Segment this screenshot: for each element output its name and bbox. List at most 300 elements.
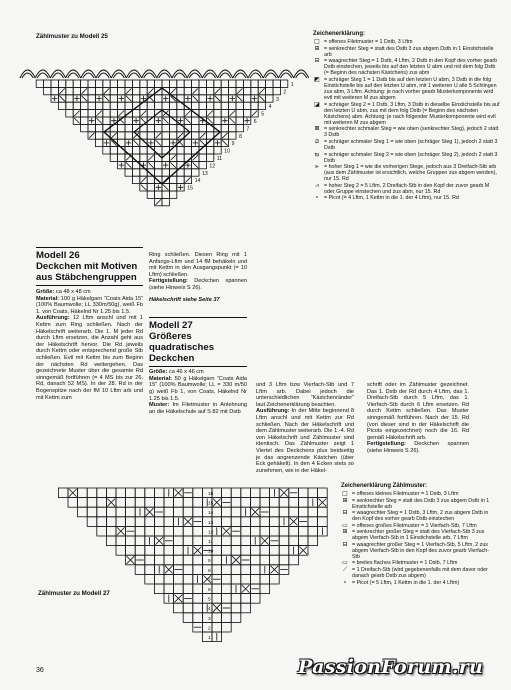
- legend2-rows: [341, 491, 493, 586]
- chart2-cell: [308, 488, 318, 498]
- chart2-cell: [193, 594, 203, 604]
- chart1-cell: [103, 80, 110, 87]
- watermark-logo: PassionForum.ru: [298, 656, 484, 678]
- chart1-cell: [155, 161, 162, 168]
- chart1-cell: [206, 80, 213, 87]
- chart1-cell: [118, 132, 125, 139]
- chart1-diagonal-mark: [111, 133, 116, 138]
- chart1-diagonal-mark: [148, 88, 153, 93]
- chart1-row-number: 8: [239, 133, 242, 140]
- horizontal-bar-icon: ⊟: [342, 509, 348, 517]
- chart1-diagonal-mark: [126, 96, 131, 101]
- chart1-cell: [95, 132, 102, 139]
- chart2-cross-mark: [223, 527, 231, 535]
- chart2-cell: [97, 498, 107, 508]
- chart2-cross-mark: [290, 518, 298, 526]
- chart2-cell: [58, 488, 68, 498]
- chart1-cell: [258, 80, 265, 87]
- chart1-diagram: [14, 38, 310, 220]
- chart2-cell: [289, 555, 299, 565]
- chart1-cell: [214, 147, 221, 154]
- legend-item-text: = waagrechter Steg = 1 Dstb, 4 Lftm, 2 Dstb in den Kopf des vorher gearb Dstb einstechen, jeweils bis auf den letzten U abm und mit dem folg Dstb (= Beginn des nächsten Kästchens) zus abm: [324, 58, 498, 77]
- dreifach-stb-icon: ⟋: [342, 565, 348, 573]
- chart1-diagonal-mark: [148, 155, 153, 160]
- model27-title: [149, 320, 247, 364]
- chart1-cell: [236, 80, 243, 87]
- chart1-cell: [221, 110, 228, 117]
- chart2-cell: [250, 526, 260, 536]
- finish-label: Fertigstellung:: [367, 441, 406, 448]
- chart2-row-number: 11: [208, 540, 213, 545]
- chart1-cell: [251, 80, 258, 87]
- chart2-cell: [145, 488, 155, 498]
- chart1-diagonal-mark: [222, 133, 227, 138]
- chart1-diagonal-mark: [237, 88, 242, 93]
- chart1-cell: [162, 132, 169, 139]
- chart1-cell: [199, 124, 206, 131]
- chart1-cell: [132, 169, 139, 176]
- size-label: Größe:: [36, 289, 55, 295]
- chart2-cell: [174, 536, 184, 546]
- chart1-diagonal-mark: [141, 177, 146, 182]
- chart1-cell: [88, 110, 95, 117]
- chart1-diagonal-mark: [74, 111, 79, 116]
- chart2-cell: [174, 603, 184, 613]
- chart2-row-number: 12: [208, 530, 214, 536]
- chart2-cross-mark: [175, 595, 183, 603]
- divider: [36, 247, 143, 248]
- chart1-cell: [132, 176, 139, 183]
- legend-item: [313, 183, 501, 195]
- chart1-cell: [110, 110, 117, 117]
- chart2-cell: [241, 574, 251, 584]
- chart1-cell: [266, 87, 273, 94]
- size-value: ca 48 x 48 cm: [54, 289, 91, 295]
- chart1-cell: [44, 87, 51, 94]
- chart1-cross-mark: [156, 185, 161, 190]
- chart2-cell: [260, 555, 270, 565]
- chart2-row-number: 7: [208, 578, 211, 584]
- chart1-cell: [192, 132, 199, 139]
- chart2-cell: [298, 498, 308, 508]
- vertical-bar-icon: ⊞: [342, 496, 348, 504]
- chart1-diagonal-mark: [104, 88, 109, 93]
- chart2-cell: [279, 536, 289, 546]
- legend-item: [313, 164, 501, 182]
- chart1-cell: [251, 87, 258, 94]
- chart2-cell: [183, 565, 193, 575]
- legend-item: [313, 77, 501, 101]
- legend-item: [341, 567, 493, 579]
- legend-item: [341, 498, 493, 510]
- chart2-cross-mark: [175, 489, 183, 497]
- chart1-outer-arcs: [20, 70, 309, 78]
- chart2-cell: [241, 526, 251, 536]
- chart1-cell: [58, 102, 65, 109]
- chart1-cell: [125, 117, 132, 124]
- chart2-row-number: 3: [208, 616, 211, 622]
- chart2-cross-mark: [319, 499, 327, 507]
- chart1-cell: [229, 132, 236, 139]
- chart1-cell: [199, 154, 206, 161]
- chart1-cross-mark: [89, 118, 94, 123]
- chart2-cell: [154, 517, 164, 527]
- chart2-cell: [126, 536, 136, 546]
- chart2-cross-mark: [242, 585, 250, 593]
- chart1-cell: [132, 95, 139, 102]
- picot-icon: ∘: [315, 194, 319, 202]
- legend-item: [341, 529, 493, 541]
- chart2-cell: [231, 603, 241, 613]
- chart1-cell: [118, 80, 125, 87]
- chart1-cell: [229, 124, 236, 131]
- chart1-cell: [184, 139, 191, 146]
- model26-finish: [149, 278, 247, 291]
- chart1-cell: [177, 95, 184, 102]
- chart1-cross-mark: [222, 118, 227, 123]
- chart2-cell: [260, 584, 270, 594]
- chart2-cell: [145, 565, 155, 575]
- chart1-diagonal-mark: [59, 96, 64, 101]
- chart1-diagonal-mark: [89, 133, 94, 138]
- pattern-value: Im Filetmuster in Anlehnung an die Häkelschule auf S 82 mit Dstb: [149, 402, 247, 415]
- chart2-cell: [154, 498, 164, 508]
- chart1-cell: [88, 95, 95, 102]
- chart1-arc-inner: [296, 73, 307, 78]
- legend1-rows: [313, 39, 501, 201]
- chart1-diagonal-mark: [104, 96, 109, 101]
- chart1-cell: [229, 102, 236, 109]
- column2: [149, 252, 247, 415]
- chart1-cell: [206, 124, 213, 131]
- chart1-cross-mark: [163, 162, 168, 167]
- chart2-cell: [183, 555, 193, 565]
- chart1-diagonal-mark: [193, 96, 198, 101]
- chart1-row-number: 5: [261, 111, 265, 118]
- legend-item-text: = senkrechter Steg = statt des Dstb 3 zus abgem Dstb in 1 Einstichstelle arb: [352, 497, 490, 510]
- legend-item: [341, 510, 493, 522]
- chart1-diagonal-mark: [178, 133, 183, 138]
- chart1-diagonal-mark: [119, 111, 124, 116]
- chart2-cell: [289, 526, 299, 536]
- chart1-arc-inner: [280, 73, 291, 78]
- chart2-cross-mark: [213, 499, 221, 507]
- chart1-cell: [95, 80, 102, 87]
- chart1-cross-mark: [126, 140, 131, 145]
- chart2-cell: [222, 565, 232, 575]
- chart2-cross-mark: [117, 527, 125, 535]
- chart2-cell: [174, 584, 184, 594]
- chart1-diagonal-mark: [148, 162, 153, 167]
- chart1-cell: [118, 87, 125, 94]
- chart2-cell: [241, 546, 251, 556]
- model26-title-line: Deckchen mit Motiven: [36, 261, 138, 272]
- chart1-cell: [177, 147, 184, 154]
- chart2-row-number: 13: [208, 520, 214, 526]
- chart1-diagonal-mark: [96, 111, 101, 116]
- chart1-cell: [155, 124, 162, 131]
- chart1-cell: [81, 102, 88, 109]
- chart2-cell: [116, 517, 126, 527]
- chart1-arc-inner: [189, 73, 200, 78]
- chart2-cross-mark: [213, 604, 221, 612]
- chart1-cell: [88, 102, 95, 109]
- model26-title-line: Modell 26: [36, 250, 80, 261]
- chart2-cell: [68, 498, 78, 508]
- chart1-cross-mark: [185, 96, 190, 101]
- chart2-row-number: 5: [208, 597, 211, 603]
- chart2-cell: [183, 498, 193, 508]
- legend-item: [313, 152, 501, 164]
- chart1-diagonal-mark: [200, 133, 205, 138]
- picot-icon: ∘: [343, 578, 347, 586]
- chart1-cell: [243, 110, 250, 117]
- large-vertical-icon: ⊞: [342, 528, 348, 536]
- chart2-cell: [116, 536, 126, 546]
- chart2-cell: [212, 507, 222, 517]
- chart2-cell: [154, 488, 164, 498]
- chart1-cell: [118, 102, 125, 109]
- chart1-cell: [214, 132, 221, 139]
- chart1-cell: [103, 117, 110, 124]
- chart1-cell: [125, 132, 132, 139]
- chart2-cell: [270, 517, 280, 527]
- chart2-cell: [145, 574, 155, 584]
- chart2-cell: [174, 498, 184, 508]
- chart1-cell: [66, 110, 73, 117]
- chart1-cell: [229, 87, 236, 94]
- chart1-cell: [206, 87, 213, 94]
- chart1-arc-inner: [113, 73, 124, 78]
- chart2-cell: [298, 488, 308, 498]
- chart2-cell: [126, 546, 136, 556]
- chart1-cell: [44, 80, 51, 87]
- chart2-cell: [270, 574, 280, 584]
- chart1-diagonal-mark: [259, 96, 264, 101]
- chart2-cell: [97, 507, 107, 517]
- chart1-cell: [110, 124, 117, 131]
- chart2-row-number: 15: [208, 501, 214, 507]
- chart1-cell: [73, 102, 80, 109]
- model27-title-line: quadratisches: [149, 342, 215, 354]
- chart2-row-numbers: [208, 491, 214, 641]
- chart2-cell: [250, 594, 260, 604]
- legend-item: [341, 491, 493, 497]
- divider: [36, 285, 143, 286]
- chart2-cell: [145, 555, 155, 565]
- chart2-cell: [135, 488, 145, 498]
- chart2-cell: [308, 507, 318, 517]
- chart2-row-number: 16: [208, 492, 214, 497]
- chart2-cross-mark: [127, 556, 135, 564]
- chart2-cell: [289, 536, 299, 546]
- chart1-cell: [243, 87, 250, 94]
- chart1-cell: [147, 110, 154, 117]
- chart1-cell: [169, 191, 176, 198]
- chart2-cross-mark: [271, 566, 279, 574]
- chart1-cell: [206, 147, 213, 154]
- chart1-arc-inner: [98, 73, 109, 78]
- chart1-cell: [58, 80, 65, 87]
- chart2-cross-mark: [251, 508, 259, 516]
- legend-item-text: = Picot (= 4 Lftm, 1 Kettm in die 1. der 4 Lftm), nur 15. Rd: [324, 195, 459, 202]
- chart-reference-note: Häkelschrift siehe Seite 37: [149, 296, 220, 303]
- chart1-cell: [169, 124, 176, 131]
- chart1-cell: [66, 80, 73, 87]
- chart2-cell: [222, 488, 232, 498]
- chart1-cell: [177, 87, 184, 94]
- chart1-diagonal-mark: [207, 111, 212, 116]
- chart1-arc-inner: [174, 73, 185, 78]
- legend-item-text: = senkrechter großer Steg = statt des Vierfach-Stb 3 zus abgem Vierfach-Stb in 1 Einstichstelle arb, 7 Lftm: [352, 529, 485, 542]
- chart2-cell: [279, 546, 289, 556]
- chart1-cell: [221, 102, 228, 109]
- chart1-row-number: 10: [224, 148, 230, 155]
- legend-item: [313, 39, 501, 45]
- chart2-cell: [318, 507, 328, 517]
- chart1-cell: [199, 102, 206, 109]
- legend2: [341, 483, 493, 586]
- legend-item: [313, 126, 501, 138]
- execution-value: In der Mitte beginnend 8 Lftm anschl und mit Kettm zur Rd schließen. Nach der Häkelschrift und dem Zählmuster weiterarb. Die 1.-4. Rd von Häkelschrift und Zählmuster sind identisch. Das Zählmuster zeigt 1 Viertel des Deckchens plus beidseitig je das angrenzende Kästchen (über Eck gehäkelt). In den 4 Ecken stets so zunehmen, wie in der Häkel-: [256, 408, 354, 474]
- chart2-cell: [193, 526, 203, 536]
- chart1-cell: [229, 80, 236, 87]
- chart1-cell: [140, 124, 147, 131]
- chart1-cell: [221, 87, 228, 94]
- chart1-diagonal-mark: [156, 133, 161, 138]
- chart1-cell: [95, 102, 102, 109]
- legend-item-text: = breites flaches Filetmuster = 1 Dstb, 7 Lftm: [352, 560, 458, 567]
- chart1-diagonal-mark: [163, 185, 168, 190]
- chart2-cell: [183, 507, 193, 517]
- chart1-cell: [155, 102, 162, 109]
- chart2-cell: [87, 498, 97, 508]
- chart1-diagonal-mark: [59, 88, 64, 93]
- chart1-cell: [110, 147, 117, 154]
- legend-item: [313, 58, 501, 76]
- chart2-cell: [154, 546, 164, 556]
- chart2-cell: [231, 546, 241, 556]
- execution-value: 12 Lftm anschl und mit 1 Kettm zum Ring schließen. Nach der Häkelschrift weiterarb. Die 1. M jeder Rd durch Lftm ersetzen, die Anzahl geht aus der Häkelschrift hervor. Die Rd jeweils durch Kettm oder entsprechend große Stb schließen. Evtl mit Kettm bis zum Beginn der nächsten Rd weitergehen. Das gezeichnete Muster über die gesamte Rd sinngemäß fortführen (= 4 MS bis zur 26. Rd, danach 52 MS). In der 28. Rd in der Bogenspitze nach der fM 10 Lftm arb und mit Kettm zum: [36, 315, 143, 401]
- chart2-cell: [212, 488, 222, 498]
- chart1-cross-mark: [74, 96, 79, 101]
- finish-label: Fertigstellung:: [149, 278, 188, 285]
- chart2-cross-mark: [155, 537, 163, 545]
- chart2-cell: [164, 498, 174, 508]
- chart2-diagram: [34, 484, 330, 654]
- material-value: 50 g Häkelgarn “Coats Aida 15” (100% Baumwolle; LL = 330 m/50 g) weiß Fb 1, von Coats, Häkelnd Nr 1.25 bis 1.5.: [149, 375, 247, 402]
- chart1-row-number: 7: [246, 126, 250, 133]
- chart1-cell: [66, 102, 73, 109]
- chart1-cell: [125, 147, 132, 154]
- chart2-cell: [183, 613, 193, 623]
- column4: [367, 382, 469, 455]
- high-steg-1-icon: ⫸: [315, 163, 319, 171]
- chart2-cell: [298, 526, 308, 536]
- chart1-cell: [177, 124, 184, 131]
- chart1-cell: [81, 110, 88, 117]
- chart2-cell: [212, 622, 222, 632]
- chart2-cell: [106, 517, 116, 527]
- chart1-cell: [147, 191, 154, 198]
- chart1-arc-inner: [83, 73, 94, 78]
- legend1: [313, 31, 501, 202]
- chart1-row-number: 4: [268, 104, 272, 111]
- chart2-cell: [289, 498, 299, 508]
- chart1-diagonal-mark: [252, 111, 257, 116]
- chart2-row-number: 2: [208, 626, 211, 632]
- legend-item-text: = Picot (= 5 Lftm, 1 Kettm in die 1. der 4 Lftm): [352, 579, 460, 586]
- chart1-arc-inner: [220, 73, 231, 78]
- chart2-cell: [145, 546, 155, 556]
- chart1-cross-mark: [119, 162, 124, 167]
- finish-value: Deckchen spannen (siehe Hinweis S 26).: [367, 441, 469, 454]
- legend-item-text: = hoher Steg 1 = wie die vorherigen Stege, jedoch aus 3 Dreifach-Stb arb (aus dem Zählmuster ist ersichtlich, welche Gruppen zus abgem werden), nur 15. Rd: [324, 164, 497, 183]
- chart2-grid: [58, 488, 327, 642]
- chart2-cell: [231, 488, 241, 498]
- chart2-cell: [116, 546, 126, 556]
- chart1-cell: [192, 80, 199, 87]
- chart1-arc-inner: [144, 73, 155, 78]
- chart1-cell: [88, 87, 95, 94]
- model27-title-line: Deckchen: [149, 353, 195, 365]
- chart1-cell: [162, 102, 169, 109]
- large-horizontal-icon: ⊟: [342, 540, 348, 548]
- model26-block: [36, 247, 143, 401]
- chart2-cross-mark: [184, 518, 192, 526]
- legend2-title: Zeichenerklärung Zählmuster:: [341, 483, 428, 489]
- chart1-cell: [192, 147, 199, 154]
- chart2-cell: [260, 488, 270, 498]
- vertical-bar-icon: ⊞: [314, 44, 320, 52]
- chart1-diagonal-mark: [259, 88, 264, 93]
- chart2-cell: [78, 498, 88, 508]
- chart1-cross-mark: [207, 96, 212, 101]
- chart2-cell: [193, 603, 203, 613]
- chart2-cell: [222, 517, 232, 527]
- chart1-cell: [192, 117, 199, 124]
- chart2-cross-mark: [194, 547, 202, 555]
- chart2-cell: [222, 574, 232, 584]
- chart2-cell: [222, 584, 232, 594]
- chart2-cell: [145, 526, 155, 536]
- legend-item-text: = schräger Steg 1 = 1 Dstb bis auf den letzten U abm, 3 Dstb in die folg Einstichstelle bis auf den letzten U abm, mit 1 weiteren U alle 5 Schlingen zus abm, 3 Lftm. Achtung: je nach vorher gearb Musterkomponente wird evtl mit weiteren M zus abgem: [324, 76, 497, 102]
- chart2-cell: [212, 565, 222, 575]
- chart1-diagonal-mark: [141, 111, 146, 116]
- material-label: Material:: [36, 295, 60, 302]
- chart1-cell: [132, 80, 139, 87]
- legend-item: [341, 580, 493, 586]
- chart2-cell: [260, 526, 270, 536]
- chart2-cross-mark: [232, 556, 240, 564]
- chart1-diagonal-mark: [133, 140, 138, 145]
- size-label: Größe:: [149, 369, 168, 376]
- chart1-diagonal-mark: [237, 96, 242, 101]
- chart1-cell: [177, 110, 184, 117]
- chart1-cell: [266, 80, 273, 87]
- chart2-cell: [154, 526, 164, 536]
- chart1-arc-inner: [235, 73, 246, 78]
- chart1-cell: [243, 102, 250, 109]
- chart2-cell: [164, 507, 174, 517]
- legend1-title: Zeichenerklärung:: [313, 31, 366, 37]
- chart2-cell: [87, 517, 97, 527]
- model27-pattern: [149, 402, 247, 415]
- material-value: 100 g Häkelgarn “Coats Aida 15” (100% Baumwolle; LL 330m/50g), weiß Fb 1. von Coats, Häkelnd Nr 1.25 bis 1.5.: [36, 295, 143, 315]
- chart2-cell: [135, 498, 145, 508]
- model26-text: [36, 289, 143, 401]
- chart1-cell: [169, 110, 176, 117]
